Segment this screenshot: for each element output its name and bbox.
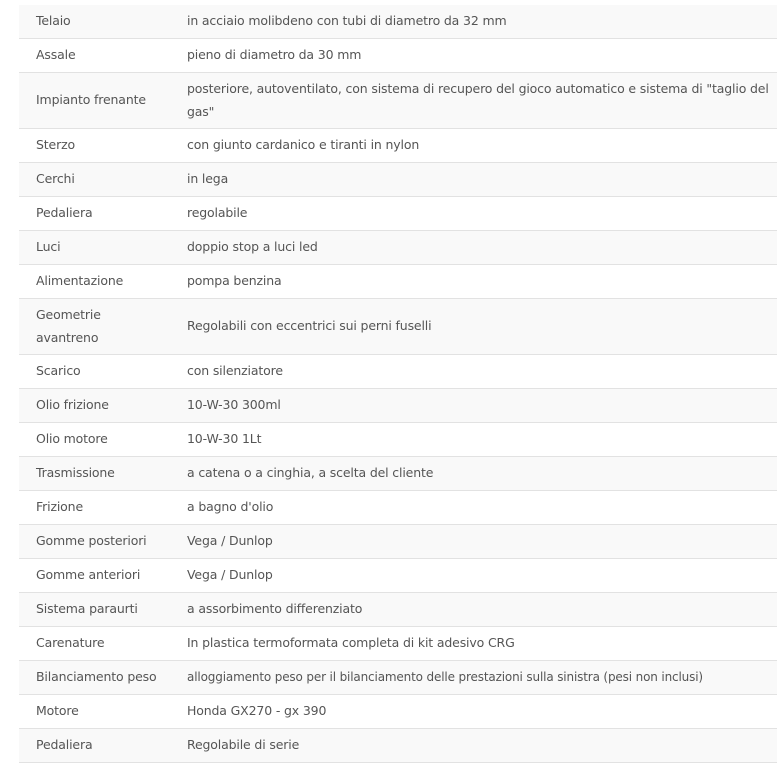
spec-label: Bilanciamento peso — [36, 669, 157, 685]
spec-label: Motore — [36, 703, 79, 719]
spec-value: a assorbimento differenziato — [187, 601, 363, 617]
spec-label: Trasmissione — [36, 465, 115, 481]
table-row — [19, 389, 777, 423]
spec-label: Luci — [36, 239, 61, 255]
table-row — [19, 729, 777, 763]
spec-label: Assale — [36, 47, 76, 63]
spec-label: Pedaliera — [36, 737, 93, 753]
spec-value: con giunto cardanico e tiranti in nylon — [187, 137, 420, 153]
spec-value: 10-W-30 300ml — [187, 397, 281, 413]
spec-value: Regolabile di serie — [187, 737, 300, 753]
spec-value: in acciaio molibdeno con tubi di diametro da 32 mm — [187, 13, 507, 29]
table-row — [19, 627, 777, 661]
spec-value: Regolabili con eccentrici sui perni fuselli — [187, 318, 432, 334]
spec-label: Alimentazione — [36, 273, 124, 289]
spec-table-body — [19, 5, 777, 763]
table-row — [19, 265, 777, 299]
spec-value: Vega / Dunlop — [187, 567, 273, 583]
spec-value: Vega / Dunlop — [187, 533, 273, 549]
table-row — [19, 695, 777, 729]
spec-label: Gomme posteriori — [36, 533, 147, 549]
table-row — [19, 163, 777, 197]
spec-value: a catena o a cinghia, a scelta del cliente — [187, 465, 434, 481]
table-row — [19, 525, 777, 559]
spec-label: Geometrie avantreno — [36, 307, 101, 345]
spec-value: in lega — [187, 171, 229, 187]
table-row — [19, 491, 777, 525]
spec-value: 10-W-30 1Lt — [187, 431, 262, 447]
spec-label: Olio motore — [36, 431, 108, 447]
table-row — [19, 457, 777, 491]
spec-label: Telaio — [36, 13, 71, 29]
spec-label: Olio frizione — [36, 397, 109, 413]
spec-value: In plastica termoformata completa di kit adesivo CRG — [187, 635, 515, 651]
spec-table — [19, 5, 777, 763]
table-row — [19, 129, 777, 163]
table-row — [19, 593, 777, 627]
spec-value: pieno di diametro da 30 mm — [187, 47, 362, 63]
spec-value: alloggiamento peso per il bilanciamento delle prestazioni sulla sinistra (pesi non inclusi) — [187, 670, 703, 685]
table-row — [19, 5, 777, 39]
spec-value: pompa benzina — [187, 273, 282, 289]
table-row — [19, 73, 777, 129]
spec-label: Carenature — [36, 635, 105, 651]
spec-label: Scarico — [36, 363, 81, 379]
spec-label: Pedaliera — [36, 205, 93, 221]
table-row — [19, 559, 777, 593]
spec-label: Impianto frenante — [36, 92, 146, 108]
spec-label: Sistema paraurti — [36, 601, 138, 617]
spec-label: Gomme anteriori — [36, 567, 141, 583]
spec-value: con silenziatore — [187, 363, 283, 379]
table-row — [19, 299, 777, 355]
spec-value: a bagno d'olio — [187, 499, 274, 515]
spec-value: doppio stop a luci led — [187, 239, 318, 255]
table-row — [19, 423, 777, 457]
spec-value: regolabile — [187, 205, 248, 221]
table-row — [19, 355, 777, 389]
table-row — [19, 661, 777, 695]
spec-value: posteriore, autoventilato, con sistema di recupero del gioco automatico e sistema di "taglio del gas" — [187, 81, 769, 119]
table-row — [19, 39, 777, 73]
spec-label: Frizione — [36, 499, 83, 515]
table-row — [19, 231, 777, 265]
spec-label: Cerchi — [36, 171, 75, 187]
spec-label: Sterzo — [36, 137, 75, 153]
table-row — [19, 197, 777, 231]
spec-value: Honda GX270 - gx 390 — [187, 703, 327, 719]
